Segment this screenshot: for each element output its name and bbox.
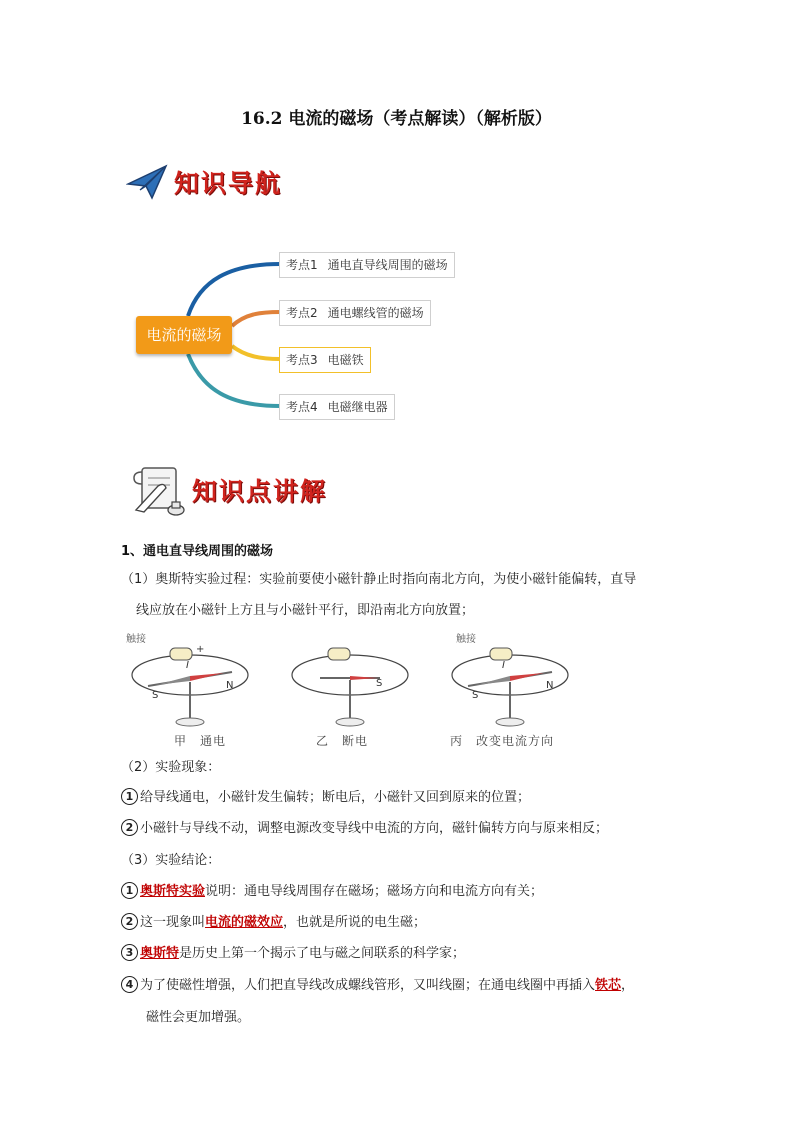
svg-text:N: N [226,680,234,691]
mindmap-node-3 [279,347,371,373]
conclusion-item-4-cont: 磁性会更加增强。 [146,1010,251,1025]
phenomenon-item-2: 2 小磁针与导线不动，调整电源改变导线中电流的方向，磁针偏转方向与原来相反； [121,819,608,839]
circled-number: 4 [121,976,138,993]
circled-number: 2 [121,913,138,930]
experiment-figure [120,630,570,750]
paragraph-process-line1: （1）奥斯特实验过程：实验前要使小磁针静止时指向南北方向，为使小磁针能偏转，直导 [121,572,637,587]
diagram-bing [440,630,580,730]
svg-text:S: S [376,678,383,689]
node-key: 考点3 [286,353,318,367]
svg-text:S: S [152,690,159,701]
mindmap-center: 电流的磁场 [136,316,232,354]
section-heading: 1、通电直导线周围的磁场 [121,544,274,559]
caption-bing: 丙 改变电流方向 [450,734,555,748]
conclusion-item-3: 3 奥斯特是历史上第一个揭示了电与磁之间联系的科学家； [121,944,465,964]
banner-points-title: 知识点讲解 [192,477,328,506]
knowledge-points-banner [126,462,356,518]
page-title: 16.2 电流的磁场（考点解读）（解析版） [241,109,552,129]
svg-text:I: I [502,660,505,671]
diagram-yi [280,630,420,730]
circled-number: 1 [121,788,138,805]
phenomenon-item-1: 1 给导线通电，小磁针发生偏转；断电后，小磁针又回到原来的位置； [121,788,530,808]
node-text: 电磁铁 [327,353,364,367]
svg-text:S: S [472,690,479,701]
svg-text:+: + [196,644,205,655]
highlight-term: 奥斯特实验 [140,884,206,899]
circled-number: 3 [121,944,138,961]
node-key: 考点1 [286,258,318,272]
switch-label: 触接 [126,634,146,645]
mindmap-branch-4 [188,354,280,406]
conclusion-item-2: 2 这一现象叫电流的磁效应，也就是所说的电生磁； [121,913,426,933]
node-text: 通电直导线周围的磁场 [327,258,448,272]
caption-jia: 甲 通电 [174,734,227,748]
diagram-jia [120,630,260,730]
paper-plane-icon [126,162,170,202]
circled-number: 2 [121,819,138,836]
conclusion-item-1: 1 奥斯特实验说明：通电导线周围存在磁场；磁场方向和电流方向有关； [121,882,543,902]
svg-text:触接: 触接 [456,634,476,645]
mindmap-node-4 [279,394,395,420]
mindmap-branch-3 [232,346,280,359]
highlight-term: 电流的磁效应 [205,915,284,930]
caption-yi: 乙 断电 [316,734,369,748]
highlight-term: 奥斯特 [140,946,180,961]
mindmap-node-2 [279,300,431,326]
node-text: 电磁继电器 [327,400,388,414]
conclusion-heading: （3）实验结论： [121,853,221,868]
mindmap-branch-2 [232,312,280,326]
svg-text:N: N [546,680,554,691]
circled-number: 1 [121,882,138,899]
scroll-quill-icon [128,462,188,518]
node-text: 通电螺线管的磁场 [327,306,424,320]
banner-nav-title: 知识导航 [174,169,283,198]
conclusion-item-4: 4 为了使磁性增强，人们把直导线改成螺线管形，又叫线圈；在通电线圈中再插入铁芯， [121,976,634,996]
svg-text:I: I [186,660,189,671]
highlight-term: 铁芯 [595,978,622,993]
knowledge-nav-banner [126,160,306,204]
paragraph-process-line2: 线应放在小磁针上方且与小磁针平行，即沿南北方向放置； [136,603,475,618]
node-key: 考点2 [286,306,318,320]
mindmap-node-1 [279,252,455,278]
node-key: 考点4 [286,400,318,414]
phenomenon-heading: （2）实验现象： [121,760,221,775]
mindmap-branch-1 [188,264,280,316]
